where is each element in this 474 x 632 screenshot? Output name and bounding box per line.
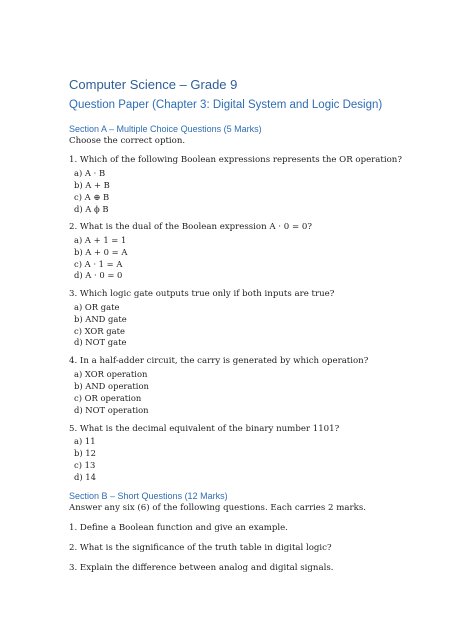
question-option: b) AND gate xyxy=(74,314,127,324)
section-a-heading: Section A – Multiple Choice Questions (5 Marks) xyxy=(69,124,262,134)
section-b-instruction: Answer any six (6) of the following questions. Each carries 2 marks. xyxy=(69,503,366,513)
short-question: 1. Define a Boolean function and give an example. xyxy=(69,523,288,533)
short-question: 2. What is the significance of the truth table in digital logic? xyxy=(69,543,332,553)
question-text: 3. Which logic gate outputs true only if both inputs are true? xyxy=(69,289,335,299)
question-option: b) 12 xyxy=(74,448,96,458)
question-option: d) A ϕ B xyxy=(74,204,109,214)
question-option: a) A + 1 = 1 xyxy=(74,235,127,245)
question-option: c) OR operation xyxy=(74,393,142,403)
question-text: 4. In a half-adder circuit, the carry is generated by which operation? xyxy=(69,356,369,366)
question-option: c) XOR gate xyxy=(74,326,125,336)
section-b-heading: Section B – Short Questions (12 Marks) xyxy=(69,491,228,501)
question-option: a) OR gate xyxy=(74,302,120,312)
question-option: b) A + B xyxy=(74,180,110,190)
question-option: b) A + 0 = A xyxy=(74,247,128,257)
document-subtitle: Question Paper (Chapter 3: Digital System and Logic Design) xyxy=(69,99,383,111)
question-option: d) NOT operation xyxy=(74,405,149,415)
question-text: 5. What is the decimal equivalent of the binary number 1101? xyxy=(69,424,340,434)
question-text: 2. What is the dual of the Boolean expression A · 0 = 0? xyxy=(69,222,312,232)
short-question: 3. Explain the difference between analog and digital signals. xyxy=(69,563,334,573)
question-option: d) A · 0 = 0 xyxy=(74,270,123,280)
question-option: d) 14 xyxy=(74,472,96,482)
question-option: a) XOR operation xyxy=(74,369,148,379)
question-option: a) A · B xyxy=(74,168,106,178)
document-title: Computer Science – Grade 9 xyxy=(69,77,238,92)
question-option: d) NOT gate xyxy=(74,337,127,347)
question-option: c) A · 1 = A xyxy=(74,259,123,269)
question-option: c) A ⊕ B xyxy=(74,192,110,202)
question-option: b) AND operation xyxy=(74,381,149,391)
question-option: a) 11 xyxy=(74,436,96,446)
question-option: c) 13 xyxy=(74,460,96,470)
question-text: 1. Which of the following Boolean expressions represents the OR operation? xyxy=(69,155,402,165)
section-a-instruction: Choose the correct option. xyxy=(69,136,186,146)
